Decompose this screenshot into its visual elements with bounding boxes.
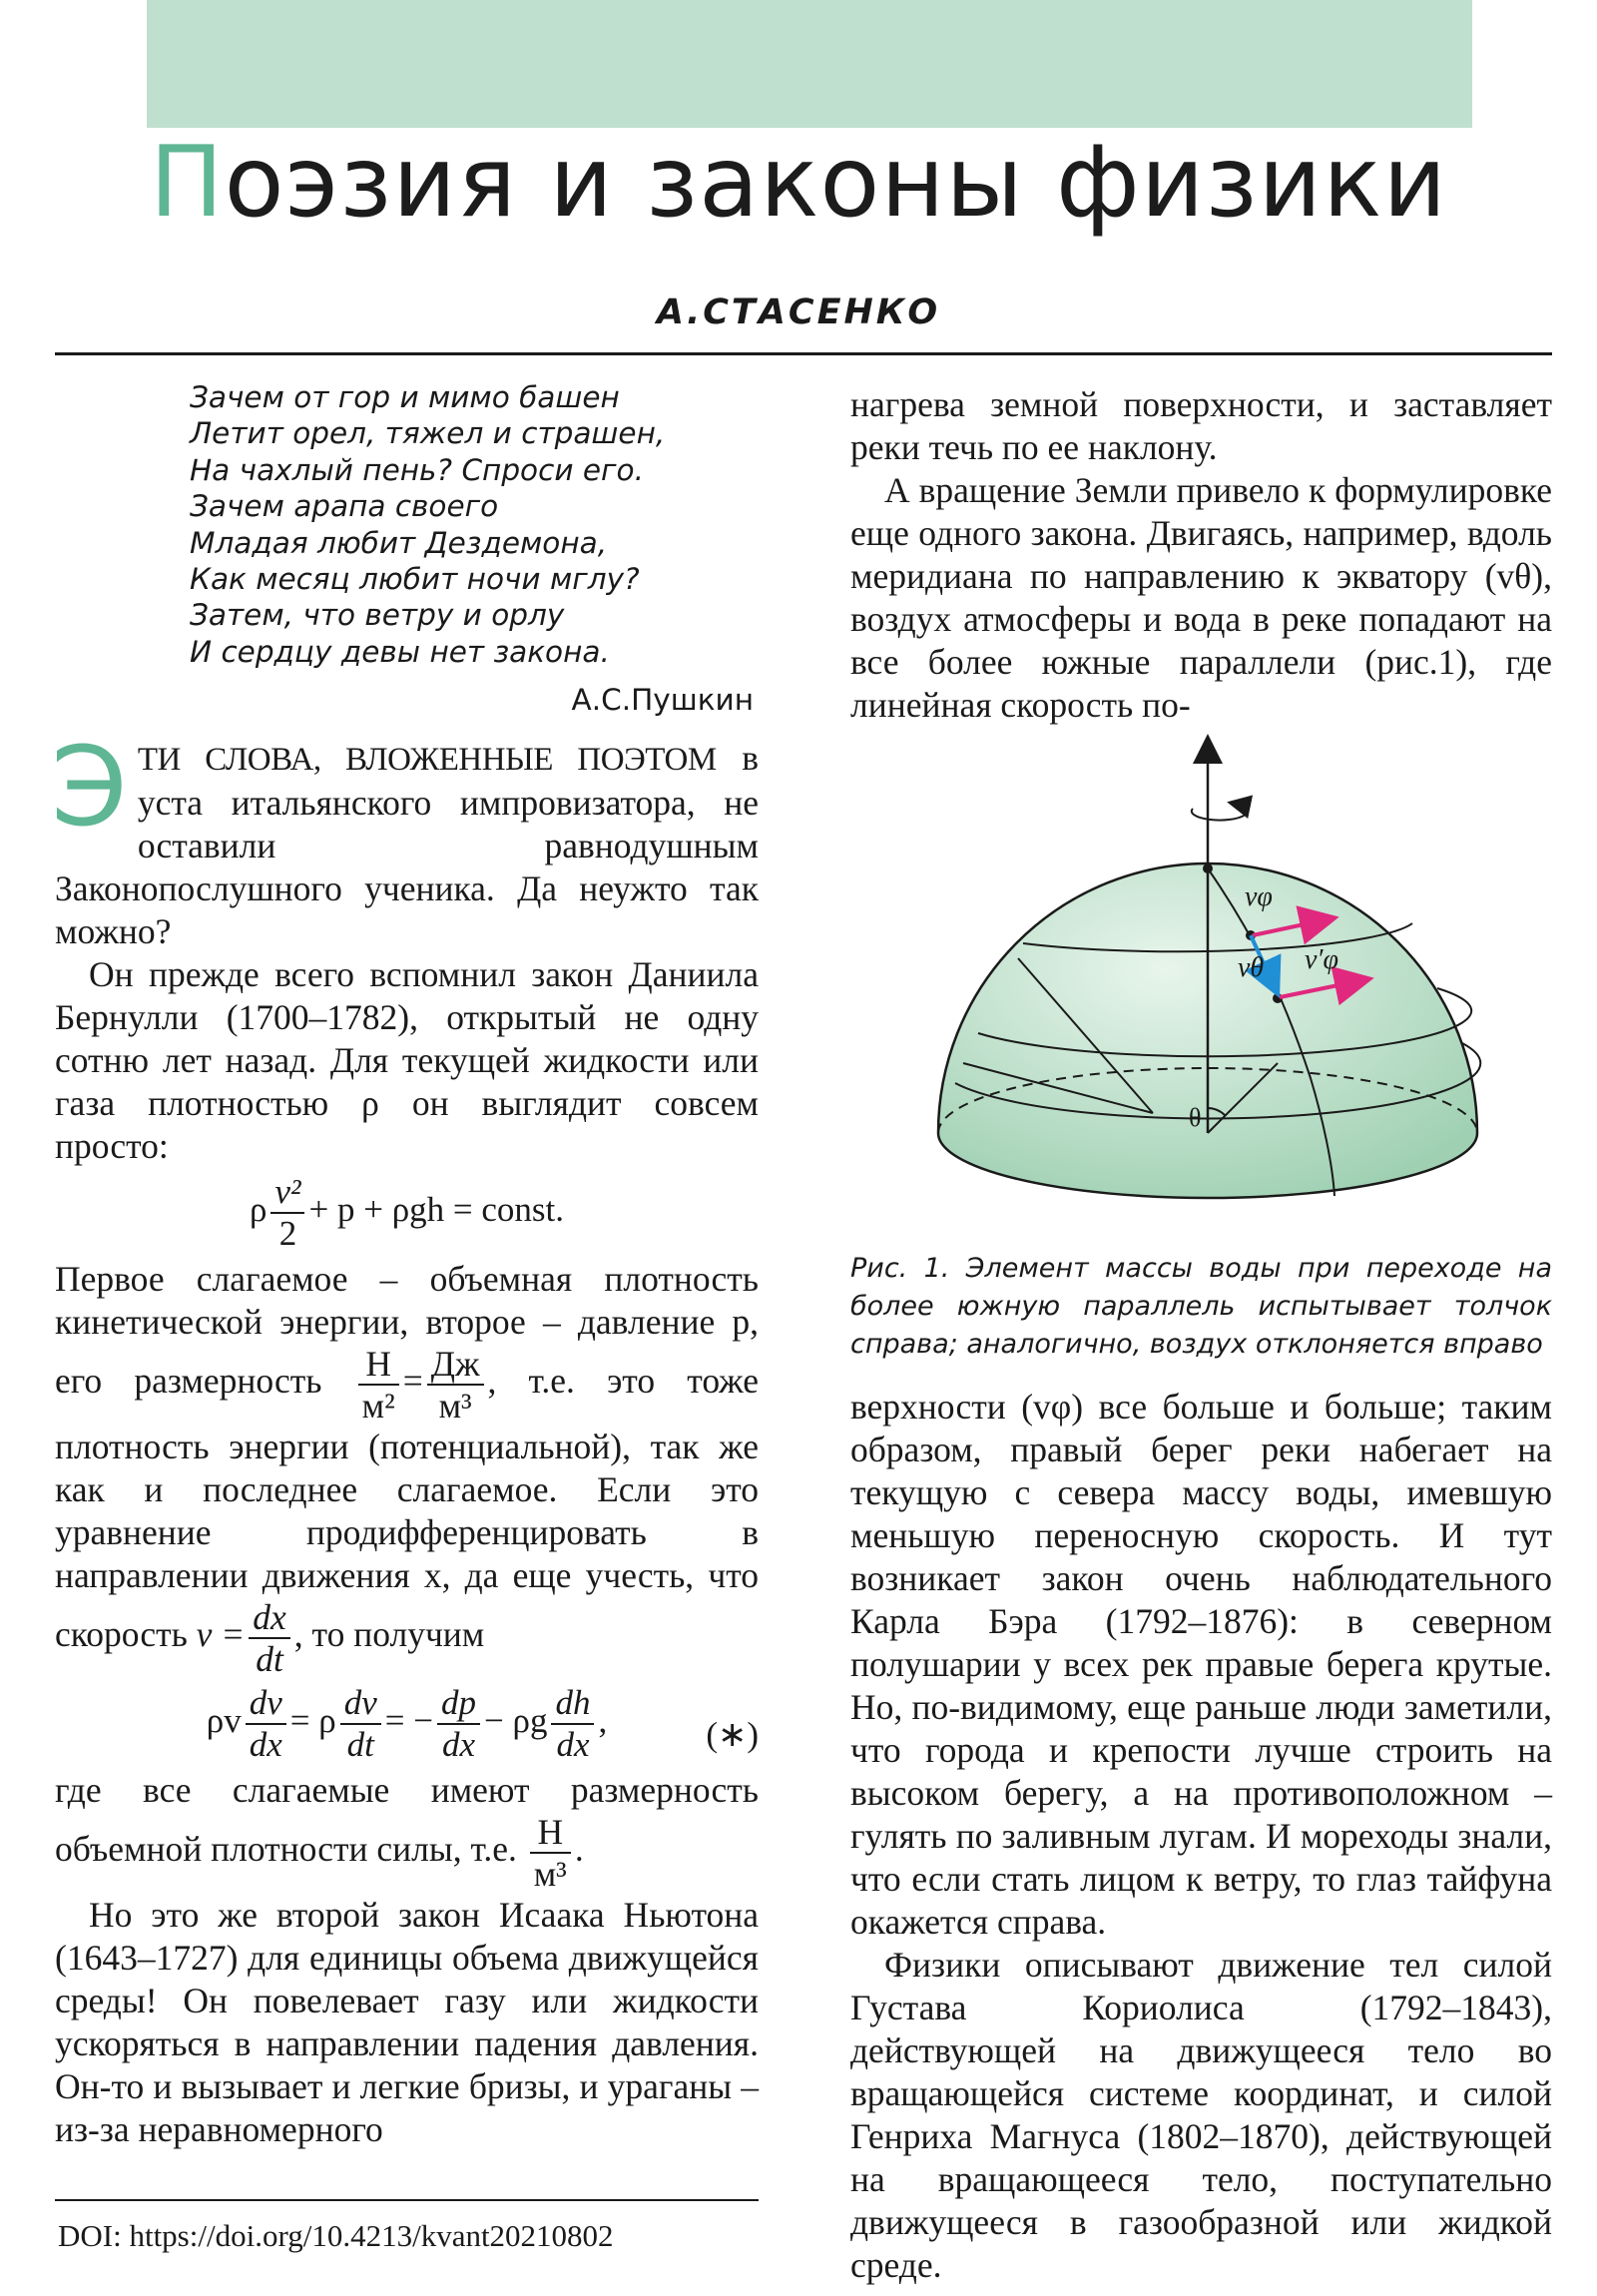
intro-text: в уста итальянского импровизатора, не оставили равнодушным Законопослушного ученика. Да неужто так можно?: [55, 738, 759, 951]
article-title: [0, 118, 1597, 248]
fraction-numerator: v²: [270, 1172, 304, 1214]
fraction: [530, 1812, 571, 1894]
fraction-denominator: dt: [256, 1639, 283, 1679]
fraction-numerator: Дж: [427, 1344, 484, 1386]
fraction-denominator: dt: [346, 1725, 374, 1764]
formula-part: = −: [384, 1701, 434, 1741]
fraction: [427, 1344, 484, 1426]
intro-caps: ТИ СЛОВА, ВЛОЖЕННЫЕ ПОЭТОМ: [137, 742, 717, 778]
poem-line: Зачем от гор и мимо башен: [190, 380, 620, 414]
paragraph-intro: [51, 723, 759, 953]
fraction-numerator: Н: [358, 1344, 399, 1386]
poem-line: Затем, что ветру и орлу: [190, 598, 565, 633]
fraction: [358, 1344, 399, 1426]
newton-formula: [55, 1683, 759, 1765]
equation-tag: (∗): [706, 1715, 759, 1754]
fraction: [246, 1683, 286, 1765]
fraction-numerator: dp: [437, 1683, 480, 1725]
paragraph-terms: [55, 1258, 759, 1679]
rotation-arrow-icon: [1192, 804, 1248, 821]
hemisphere-figure: [893, 734, 1522, 1228]
poem-signature: А.С.Пушкин: [571, 683, 754, 718]
bernoulli-formula: [55, 1172, 759, 1254]
doi-link[interactable]: DOI: https://doi.org/10.4213/kvant20210802: [58, 2218, 614, 2253]
paragraph-newton: Но это же второй закон Исаака Ньютона (1643–1727) для единицы объема движущейся среды! Он повелевает газу или жидкости ускоряться в направлении падения давления. Он-то и вызывает и легкие бризы, и ураганы – из-за неравномерного: [55, 1895, 759, 2149]
author-name: А.СТАСЕНКО: [656, 292, 941, 332]
paragraph-rotation: А вращение Земли привело к формулировке еще одного закона. Двигаясь, например, вдоль меридиана по направлению к экватору (vθ), воздух атмосферы и вода в реке попадают на все более южные параллели (рис.1), где линейная скорость по-: [850, 470, 1552, 725]
drop-cap: Э: [51, 723, 128, 851]
right-column: [850, 383, 1552, 727]
label-vtheta: vθ: [1238, 952, 1265, 983]
formula-part: = ρ: [289, 1701, 336, 1741]
fraction: [551, 1683, 594, 1765]
equals-sign: =: [402, 1361, 423, 1402]
fraction-numerator: Н: [530, 1812, 571, 1854]
fraction: [249, 1597, 290, 1679]
paragraph-baer: верхности (vφ) все больше и больше; таким образом, правый берег реки набегает на текущую с севера массу воды, имевшую меньшую переносную скорость. И тут возникает закон очень наблюдательного Карла Бэра (1792–1876): в северном полушарии у всех рек правые берега крутые. Но, по-видимому, еще раньше люди заметили, что города и крепости лучше строить на высоком берегу, а на противоположном – гулять по заливным лугам. И мореходы знали, что если стать лицом к ветру, то глаз тайфуна окажется справа.: [850, 1387, 1552, 1942]
footer-rule: [55, 2199, 759, 2201]
formula-rho: ρ: [249, 1190, 267, 1230]
fraction-denominator: dx: [556, 1725, 590, 1764]
fraction: [437, 1683, 480, 1765]
formula-part: − ρg: [484, 1701, 548, 1741]
fraction: [270, 1172, 304, 1254]
poem-line: На чахлый пень? Спроси его.: [190, 452, 644, 487]
poem-line: Младая любит Дездемона,: [190, 525, 608, 560]
fraction-denominator: dx: [249, 1725, 282, 1764]
fraction-numerator: dh: [551, 1683, 594, 1725]
right-column-lower: [850, 1386, 1552, 2287]
title-rest: оэзия и законы физики: [224, 126, 1448, 240]
fraction-denominator: 2: [278, 1214, 297, 1253]
title-initial: П: [149, 126, 225, 240]
poem-line: И сердцу девы нет закона.: [190, 634, 610, 669]
poem-line: Как месяц любит ночи мглу?: [190, 562, 640, 597]
figure-caption: Рис. 1. Элемент массы воды при переходе на более южную параллель испытывает толчок справа; аналогично, воздух отклоняется вправо: [850, 1253, 1552, 1360]
fraction-numerator: dv: [340, 1683, 381, 1725]
epigraph-poem: [190, 379, 754, 719]
fraction-denominator: м³: [533, 1854, 567, 1894]
fraction-denominator: dx: [441, 1725, 476, 1764]
text-segment: , то получим: [293, 1614, 485, 1655]
text-segment: где все слагаемые имеют размерность объемной плотности силы, т.е.: [55, 1770, 759, 1870]
paragraph-dimension: [55, 1769, 759, 1894]
fraction-denominator: м²: [361, 1386, 395, 1426]
header-band: [147, 0, 1472, 128]
text-segment: Первое слагаемое – объемная плотность кинетической энергии, второе – давление p, его размерность: [55, 1259, 759, 1402]
formula-part: ρv: [206, 1701, 242, 1741]
velocity-symbol: v =: [196, 1614, 246, 1655]
label-theta: θ: [1189, 1103, 1202, 1132]
left-column: [51, 723, 759, 2151]
paragraph-continued: нагрева земной поверхности, и заставляет реки течь по ее наклону.: [850, 384, 1552, 467]
poem-line: Зачем арапа своего: [190, 489, 499, 524]
formula-rest: + p + ρgh = const.: [308, 1190, 565, 1230]
fraction-numerator: dv: [246, 1683, 286, 1725]
paragraph-bernoulli: Он прежде всего вспомнил закон Даниила Бернулли (1700–1782), открытый не одну сотню лет назад. Для текущей жидкости или газа плотностью ρ он выглядит совсем просто:: [55, 954, 759, 1166]
fraction-numerator: dx: [249, 1597, 290, 1639]
point-marker: [1203, 863, 1213, 873]
label-vphi: vφ: [1245, 881, 1273, 912]
paragraph-coriolis: Физики описывают движение тел силой Густава Кориолиса (1792–1843), действующей на движущееся тело во вращающейся системе координат, и силой Генриха Магнуса (1802–1870), действующей на вращающееся тело, поступательно движущееся в газообразной или жидкой среде.: [850, 1945, 1552, 2285]
label-vphi-prime: v′φ: [1305, 944, 1339, 975]
text-segment: .: [574, 1829, 584, 1870]
fraction: [340, 1683, 381, 1765]
poem-line: Летит орел, тяжел и страшен,: [190, 416, 666, 451]
header-rule: [55, 352, 1552, 355]
formula-part: ,: [598, 1701, 608, 1741]
text-segment: , т.е. это тоже плотность энергии (потенциальной), так же как и последнее слагаемое. Если это уравнение продифференцировать в направлении движения x, да еще учесть, что скорость: [55, 1361, 759, 1655]
fraction-denominator: м³: [438, 1386, 472, 1426]
